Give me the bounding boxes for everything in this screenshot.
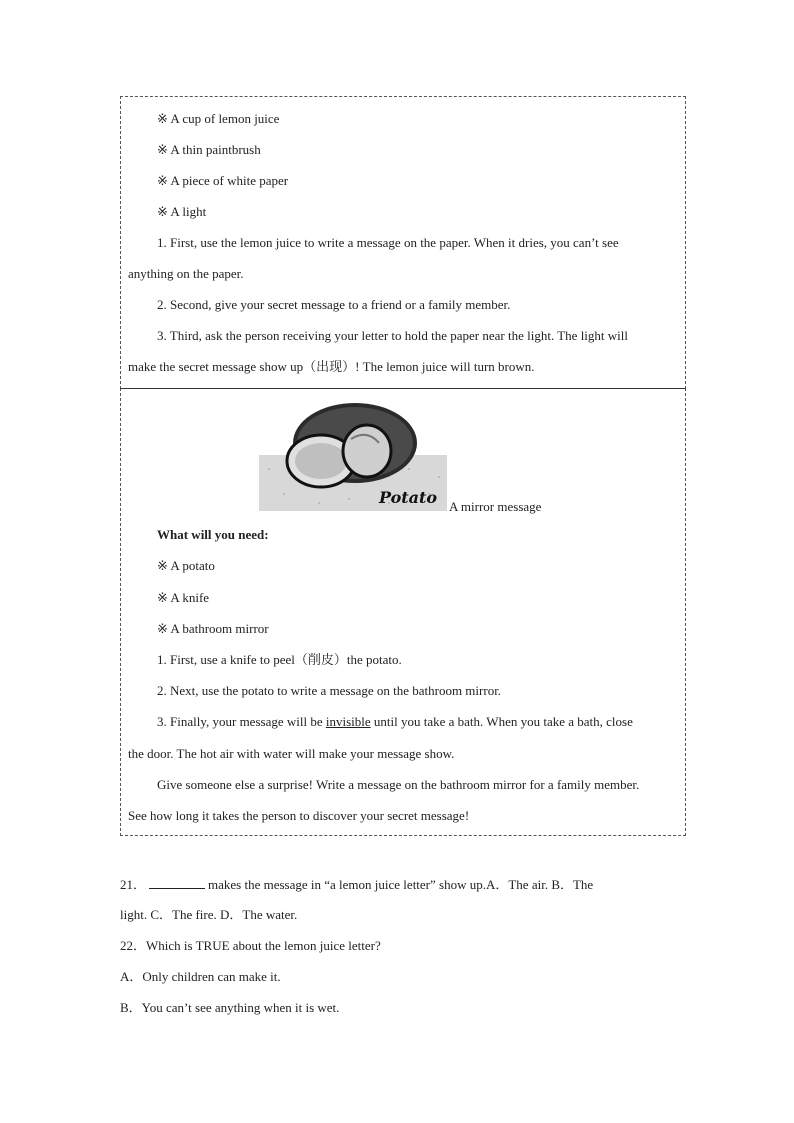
mirror-message-box xyxy=(120,388,686,836)
lemon-juice-letter-box xyxy=(120,96,686,389)
step-1-line-1: 1. First, use the lemon juice to write a message on the paper. When it dries, you can’t see xyxy=(157,235,619,250)
material-light: ※ A light xyxy=(157,204,207,219)
potato-illustration xyxy=(259,399,447,511)
answer-blank xyxy=(149,876,205,889)
question-21-line-1 xyxy=(120,876,593,893)
material-knife: ※ A knife xyxy=(157,590,210,605)
mirror-step-2: 2. Next, use the potato to write a message on the bathroom mirror. xyxy=(157,683,502,698)
step-1-line-2: anything on the paper. xyxy=(128,266,244,281)
potato-caption: Potato xyxy=(379,488,438,507)
question-22-option-a: A．Only children can make it. xyxy=(120,969,281,984)
invisible-word: invisible xyxy=(325,714,371,729)
question-21-text: makes the message in “a lemon juice letter” show up.A．The air. B．The xyxy=(208,877,594,892)
mirror-step-3-post: until you take a bath. When you take a bath, close xyxy=(370,714,633,729)
material-potato: ※ A potato xyxy=(157,558,215,573)
step-3-line-1: 3. Third, ask the person receiving your letter to hold the paper near the light. The light will xyxy=(157,328,629,343)
question-22: 22．Which is TRUE about the lemon juice letter? xyxy=(120,938,381,953)
closing-line-1: Give someone else a surprise! Write a message on the bathroom mirror for a family member. xyxy=(157,777,640,792)
section-title: A mirror message xyxy=(449,499,542,514)
material-white-paper: ※ A piece of white paper xyxy=(157,173,289,188)
material-bathroom-mirror: ※ A bathroom mirror xyxy=(157,621,269,636)
mirror-step-3-pre: 3. Finally, your message will be xyxy=(157,714,326,729)
question-21-number: 21． xyxy=(120,877,147,892)
closing-line-2: See how long it takes the person to discover your secret message! xyxy=(128,808,470,823)
material-paintbrush: ※ A thin paintbrush xyxy=(157,142,261,157)
question-21-line-2: light. C．The fire. D．The water. xyxy=(120,907,298,922)
mirror-step-3-line-1 xyxy=(157,714,633,730)
mirror-step-1: 1. First, use a knife to peel（削皮）the potato. xyxy=(157,652,402,667)
mirror-step-3-line-2: the door. The hot air with water will make your message show. xyxy=(128,746,455,761)
step-2: 2. Second, give your secret message to a friend or a family member. xyxy=(157,297,511,312)
need-heading: What will you need: xyxy=(157,527,269,542)
question-22-option-b: B．You can’t see anything when it is wet. xyxy=(120,1000,340,1015)
material-lemon-juice: ※ A cup of lemon juice xyxy=(157,111,280,126)
step-3-line-2: make the secret message show up（出现）! The lemon juice will turn brown. xyxy=(128,359,535,374)
